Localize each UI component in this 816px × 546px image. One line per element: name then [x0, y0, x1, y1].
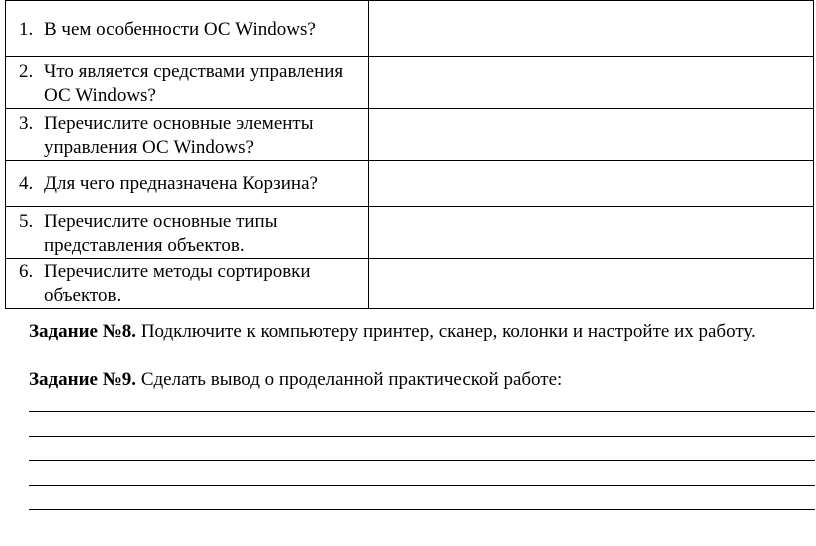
task-9-label: Задание №9. [29, 369, 137, 390]
question-number: 1. [19, 19, 34, 40]
table-row [6, 109, 814, 161]
table-row [6, 207, 814, 259]
question-text: Для чего предназначена Корзина? [44, 173, 318, 194]
question-number: 3. [19, 113, 34, 134]
answer-cell[interactable] [369, 109, 814, 161]
task-8 [29, 320, 756, 344]
answer-cell[interactable] [369, 207, 814, 259]
answer-line[interactable] [29, 509, 815, 510]
question-cell [6, 57, 369, 109]
table-row [6, 259, 814, 309]
question-number: 6. [19, 261, 34, 282]
question-text: Перечислите основные типы представления объектов. [44, 211, 278, 256]
question-text: Перечислите основные элементы управления ОС Windows? [44, 113, 314, 158]
task-8-label: Задание №8. [29, 321, 137, 342]
answer-cell[interactable] [369, 161, 814, 207]
answer-cell[interactable] [369, 259, 814, 309]
question-number: 2. [19, 61, 34, 82]
task-9-text: Сделать вывод о проделанной практической работе: [136, 369, 563, 390]
question-text: Что является средствами управления ОС Windows? [44, 61, 344, 106]
answer-line[interactable] [29, 436, 815, 437]
table-row [6, 1, 814, 57]
question-cell [6, 109, 369, 161]
question-number: 4. [19, 173, 34, 194]
question-cell [6, 259, 369, 309]
question-cell [6, 161, 369, 207]
question-text: Перечислите методы сортировки объектов. [44, 261, 311, 306]
answer-cell[interactable] [369, 57, 814, 109]
table-row [6, 161, 814, 207]
answer-line[interactable] [29, 485, 815, 486]
answer-line[interactable] [29, 411, 815, 412]
task-8-text: Подключите к компьютеру принтер, сканер, колонки и настройте их работу. [136, 321, 756, 342]
answer-cell[interactable] [369, 1, 814, 57]
answer-line[interactable] [29, 460, 815, 461]
question-text: В чем особенности ОС Windows? [44, 19, 316, 40]
question-cell [6, 1, 369, 57]
question-number: 5. [19, 211, 34, 232]
questions-table [5, 0, 814, 309]
task-9 [29, 368, 562, 392]
question-cell [6, 207, 369, 259]
table-row [6, 57, 814, 109]
